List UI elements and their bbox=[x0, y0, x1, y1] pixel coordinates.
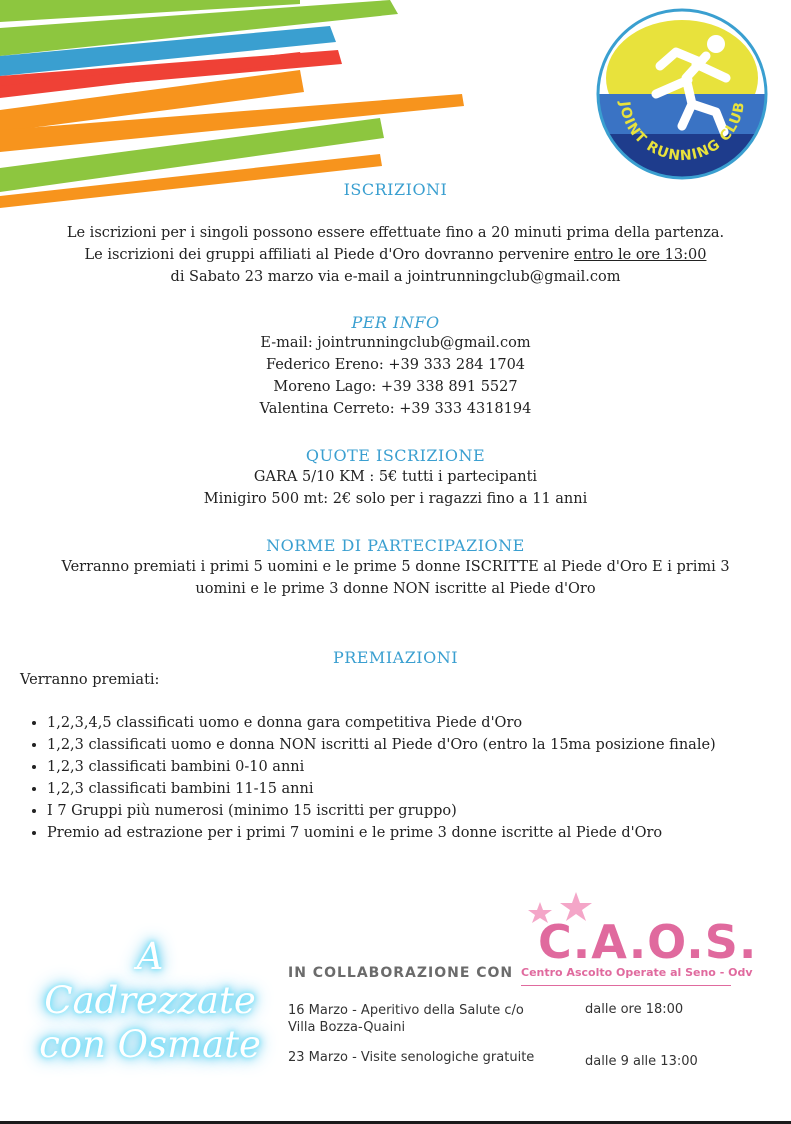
neon-sign bbox=[20, 935, 280, 1067]
caos-subtitle: Centro Ascolto Operate al Seno - Odv bbox=[521, 966, 753, 979]
neon-line-a: A bbox=[136, 935, 164, 978]
info-contact-moreno: Moreno Lago: +39 338 891 5527 bbox=[273, 379, 518, 395]
iscrizioni-line-2 bbox=[0, 247, 791, 263]
iscrizioni-line-3: di Sabato 23 marzo via e-mail a jointrunningclub@gmail.com bbox=[170, 269, 621, 285]
caos-logo-title: C.A.O.S. bbox=[538, 915, 758, 969]
info-email: E-mail: jointrunningclub@gmail.com bbox=[260, 335, 531, 351]
event-2-desc: 23 Marzo - Visite senologiche gratuite bbox=[288, 1050, 535, 1065]
event-1-time: dalle ore 18:00 bbox=[585, 1002, 684, 1017]
joint-running-club-logo bbox=[596, 8, 768, 180]
iscrizioni-deadline: entro le ore 13:00 bbox=[573, 247, 707, 263]
collab-label: IN COLLABORAZIONE CON bbox=[288, 965, 514, 981]
list-item: • 1,2,3 classificati bambini 11-15 anni bbox=[47, 778, 716, 800]
quote-title: QUOTE ISCRIZIONE bbox=[305, 446, 486, 465]
list-item: • 1,2,3 classificati uomo e donna NON iscritti al Piede d'Oro (entro la 15ma posizione finale) bbox=[47, 734, 716, 756]
logo-text: JOINT RUNNING CLUB bbox=[616, 100, 749, 165]
premiazioni-intro: Verranno premiati: bbox=[20, 672, 160, 688]
iscrizioni-title: ISCRIZIONI bbox=[343, 180, 448, 199]
decorative-stripes bbox=[0, 0, 480, 210]
norme-line-2: uomini e le prime 3 donne NON iscritte al Piede d'Oro bbox=[195, 581, 596, 597]
neon-line-osmate: con Osmate bbox=[39, 1023, 261, 1066]
event-1-desc-line-2: Villa Bozza-Quaini bbox=[288, 1020, 406, 1035]
quote-minigiro: Minigiro 500 mt: 2€ solo per i ragazzi fino a 11 anni bbox=[203, 491, 588, 507]
norme-title: NORME DI PARTECIPAZIONE bbox=[266, 536, 525, 555]
list-item: • Premio ad estrazione per i primi 7 uomini e le prime 3 donne iscritte al Piede d'Oro bbox=[47, 822, 716, 844]
event-1-desc-line-1: 16 Marzo - Aperitivo della Salute c/o bbox=[288, 1003, 524, 1018]
iscrizioni-line-2-text: Le iscrizioni dei gruppi affiliati al Piede d'Oro dovranno pervenire bbox=[84, 247, 574, 263]
neon-line-cadrezzate: Cadrezzate bbox=[44, 979, 256, 1022]
event-2-time: dalle 9 alle 13:00 bbox=[585, 1054, 698, 1069]
quote-gara: GARA 5/10 KM : 5€ tutti i partecipanti bbox=[253, 469, 538, 485]
prize-list bbox=[22, 712, 716, 844]
info-contact-valentina: Valentina Cerreto: +39 333 4318194 bbox=[259, 401, 532, 417]
norme-line-1: Verranno premiati i primi 5 uomini e le prime 5 donne ISCRITTE al Piede d'Oro E i primi 3 bbox=[61, 559, 730, 575]
list-item: • 1,2,3,4,5 classificati uomo e donna gara competitiva Piede d'Oro bbox=[47, 712, 716, 734]
event-1-desc bbox=[288, 1002, 568, 1036]
premiazioni-title: PREMIAZIONI bbox=[332, 648, 459, 667]
per-info-title: PER INFO bbox=[351, 313, 440, 332]
iscrizioni-line-1: Le iscrizioni per i singoli possono essere effettuate fino a 20 minuti prima della partenza. bbox=[66, 225, 725, 241]
list-item: • I 7 Gruppi più numerosi (minimo 15 iscritti per gruppo) bbox=[47, 800, 716, 822]
info-contact-federico: Federico Ereno: +39 333 284 1704 bbox=[265, 357, 526, 373]
caos-divider bbox=[521, 985, 731, 986]
list-item: • 1,2,3 classificati bambini 0-10 anni bbox=[47, 756, 716, 778]
